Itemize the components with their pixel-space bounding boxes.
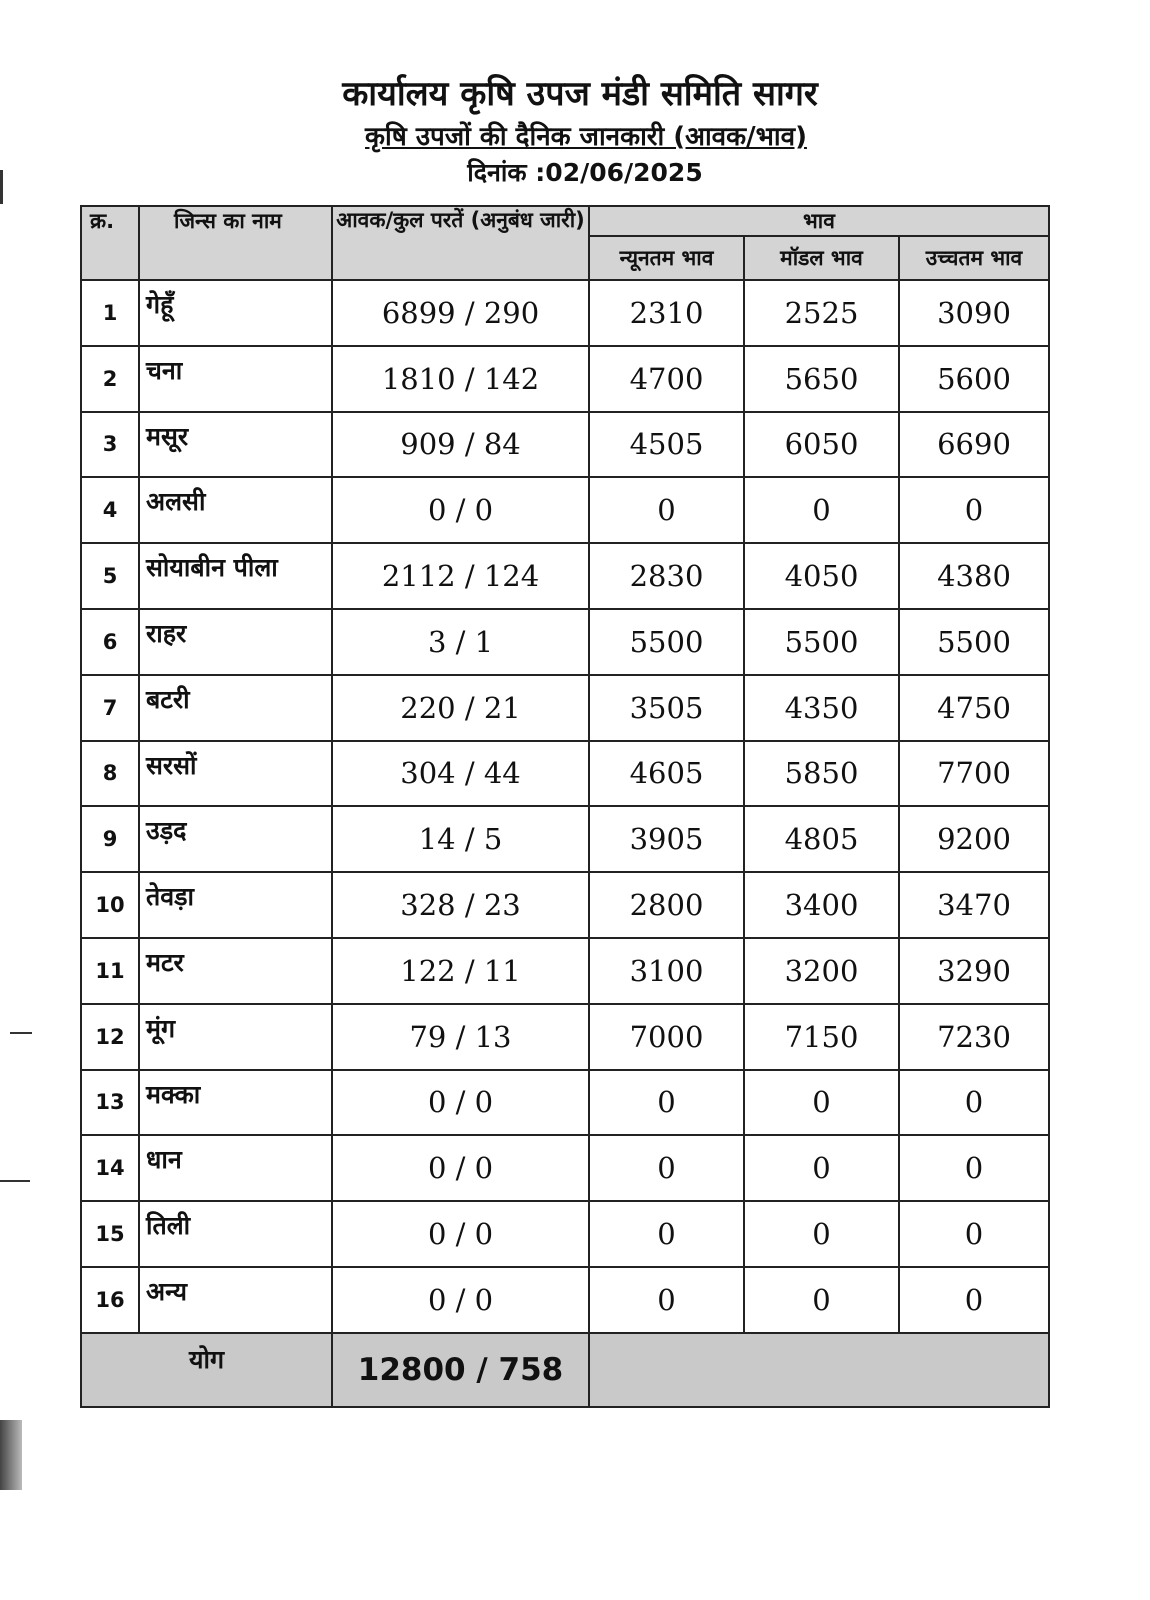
table-row (81, 1201, 1049, 1267)
arrival-value: 79 / 13 (332, 1004, 589, 1070)
table-body (81, 280, 1049, 1333)
max-price-value: 3290 (899, 938, 1049, 1004)
modal-price-value: 2525 (744, 280, 899, 346)
table-row (81, 1004, 1049, 1070)
col-header-min-price: न्यूनतम भाव (589, 236, 744, 280)
commodity-name: बटरी (139, 675, 332, 741)
arrival-value: 304 / 44 (332, 741, 589, 807)
max-price-value: 9200 (899, 806, 1049, 872)
commodity-name: सोयाबीन पीला (139, 543, 332, 609)
commodity-name: चना (139, 346, 332, 412)
modal-price-value: 7150 (744, 1004, 899, 1070)
row-serial: 13 (81, 1070, 139, 1136)
arrival-value: 220 / 21 (332, 675, 589, 741)
row-serial: 2 (81, 346, 139, 412)
modal-price-value: 0 (744, 477, 899, 543)
max-price-value: 0 (899, 477, 1049, 543)
commodity-name: राहर (139, 609, 332, 675)
total-row (81, 1333, 1049, 1407)
table-row (81, 412, 1049, 478)
max-price-value: 5500 (899, 609, 1049, 675)
max-price-value: 7230 (899, 1004, 1049, 1070)
col-header-arrival: आवक/कुल परतें (अनुबंध जारी) (332, 206, 589, 280)
max-price-value: 4750 (899, 675, 1049, 741)
arrival-value: 2112 / 124 (332, 543, 589, 609)
max-price-value: 0 (899, 1070, 1049, 1136)
modal-price-value: 3400 (744, 872, 899, 938)
row-serial: 1 (81, 280, 139, 346)
arrival-value: 3 / 1 (332, 609, 589, 675)
min-price-value: 2830 (589, 543, 744, 609)
min-price-value: 0 (589, 1135, 744, 1201)
row-serial: 14 (81, 1135, 139, 1201)
max-price-value: 0 (899, 1267, 1049, 1333)
col-header-serial: क्र. (81, 206, 139, 280)
max-price-value: 0 (899, 1201, 1049, 1267)
table-row (81, 346, 1049, 412)
arrival-value: 909 / 84 (332, 412, 589, 478)
arrival-value: 0 / 0 (332, 1267, 589, 1333)
min-price-value: 0 (589, 1201, 744, 1267)
min-price-value: 3505 (589, 675, 744, 741)
margin-mark (0, 1180, 30, 1182)
col-header-max-price: उच्चतम भाव (899, 236, 1049, 280)
page-edge-shadow (0, 1420, 22, 1490)
min-price-value: 0 (589, 1267, 744, 1333)
modal-price-value: 5850 (744, 741, 899, 807)
row-serial: 3 (81, 412, 139, 478)
table-row (81, 806, 1049, 872)
min-price-value: 5500 (589, 609, 744, 675)
table-row (81, 477, 1049, 543)
row-serial: 6 (81, 609, 139, 675)
modal-price-value: 4050 (744, 543, 899, 609)
row-serial: 10 (81, 872, 139, 938)
row-serial: 8 (81, 741, 139, 807)
modal-price-value: 4805 (744, 806, 899, 872)
table-row (81, 1267, 1049, 1333)
modal-price-value: 0 (744, 1135, 899, 1201)
min-price-value: 4700 (589, 346, 744, 412)
modal-price-value: 0 (744, 1267, 899, 1333)
arrival-value: 1810 / 142 (332, 346, 589, 412)
row-serial: 4 (81, 477, 139, 543)
report-date-line (20, 156, 1150, 190)
table-row (81, 543, 1049, 609)
table-row (81, 1070, 1049, 1136)
min-price-value: 3905 (589, 806, 744, 872)
min-price-value: 2310 (589, 280, 744, 346)
table-row (81, 872, 1049, 938)
arrival-value: 0 / 0 (332, 1201, 589, 1267)
min-price-value: 0 (589, 1070, 744, 1136)
table-row (81, 741, 1049, 807)
table-row (81, 938, 1049, 1004)
modal-price-value: 5500 (744, 609, 899, 675)
max-price-value: 6690 (899, 412, 1049, 478)
table-row (81, 675, 1049, 741)
modal-price-value: 5650 (744, 346, 899, 412)
commodity-name: गेहूँ (139, 280, 332, 346)
total-price-blank (589, 1333, 1049, 1407)
mandi-rates-table-wrap (80, 205, 1048, 1408)
margin-mark (0, 170, 3, 204)
modal-price-value: 3200 (744, 938, 899, 1004)
commodity-name: तिली (139, 1201, 332, 1267)
arrival-value: 0 / 0 (332, 477, 589, 543)
commodity-name: अलसी (139, 477, 332, 543)
date-label: दिनांक : (467, 158, 546, 187)
min-price-value: 2800 (589, 872, 744, 938)
commodity-name: अन्य (139, 1267, 332, 1333)
report-date: 02/06/2025 (545, 158, 703, 187)
col-header-commodity: जिन्स का नाम (139, 206, 332, 280)
col-header-price-group: भाव (589, 206, 1049, 236)
min-price-value: 3100 (589, 938, 744, 1004)
arrival-value: 122 / 11 (332, 938, 589, 1004)
commodity-name: मसूर (139, 412, 332, 478)
min-price-value: 7000 (589, 1004, 744, 1070)
modal-price-value: 0 (744, 1201, 899, 1267)
row-serial: 9 (81, 806, 139, 872)
max-price-value: 3090 (899, 280, 1049, 346)
arrival-value: 14 / 5 (332, 806, 589, 872)
row-serial: 5 (81, 543, 139, 609)
row-serial: 12 (81, 1004, 139, 1070)
min-price-value: 4505 (589, 412, 744, 478)
row-serial: 7 (81, 675, 139, 741)
modal-price-value: 0 (744, 1070, 899, 1136)
max-price-value: 4380 (899, 543, 1049, 609)
table-row (81, 1135, 1049, 1201)
commodity-name: मक्का (139, 1070, 332, 1136)
table-row (81, 609, 1049, 675)
document-header (0, 70, 1150, 190)
arrival-value: 328 / 23 (332, 872, 589, 938)
report-subtitle: कृषि उपजों की दैनिक जानकारी (आवक/भाव) (365, 122, 807, 152)
row-serial: 16 (81, 1267, 139, 1333)
max-price-value: 7700 (899, 741, 1049, 807)
col-header-modal-price: मॉडल भाव (744, 236, 899, 280)
max-price-value: 0 (899, 1135, 1049, 1201)
commodity-name: सरसों (139, 741, 332, 807)
table-header (81, 206, 1049, 280)
commodity-name: उड़द (139, 806, 332, 872)
margin-mark (10, 1032, 32, 1034)
office-title: कार्यालय कृषि उपज मंडी समिति सागर (342, 74, 818, 114)
max-price-value: 5600 (899, 346, 1049, 412)
row-serial: 15 (81, 1201, 139, 1267)
max-price-value: 3470 (899, 872, 1049, 938)
table-row (81, 280, 1049, 346)
table-footer (81, 1333, 1049, 1407)
modal-price-value: 6050 (744, 412, 899, 478)
modal-price-value: 4350 (744, 675, 899, 741)
commodity-name: मूंग (139, 1004, 332, 1070)
arrival-value: 0 / 0 (332, 1070, 589, 1136)
min-price-value: 0 (589, 477, 744, 543)
arrival-value: 6899 / 290 (332, 280, 589, 346)
arrival-value: 0 / 0 (332, 1135, 589, 1201)
commodity-name: धान (139, 1135, 332, 1201)
commodity-name: तेवड़ा (139, 872, 332, 938)
row-serial: 11 (81, 938, 139, 1004)
total-arrival-value: 12800 / 758 (332, 1333, 589, 1407)
min-price-value: 4605 (589, 741, 744, 807)
commodity-name: मटर (139, 938, 332, 1004)
total-label: योग (81, 1333, 332, 1407)
mandi-rates-table (80, 205, 1050, 1408)
